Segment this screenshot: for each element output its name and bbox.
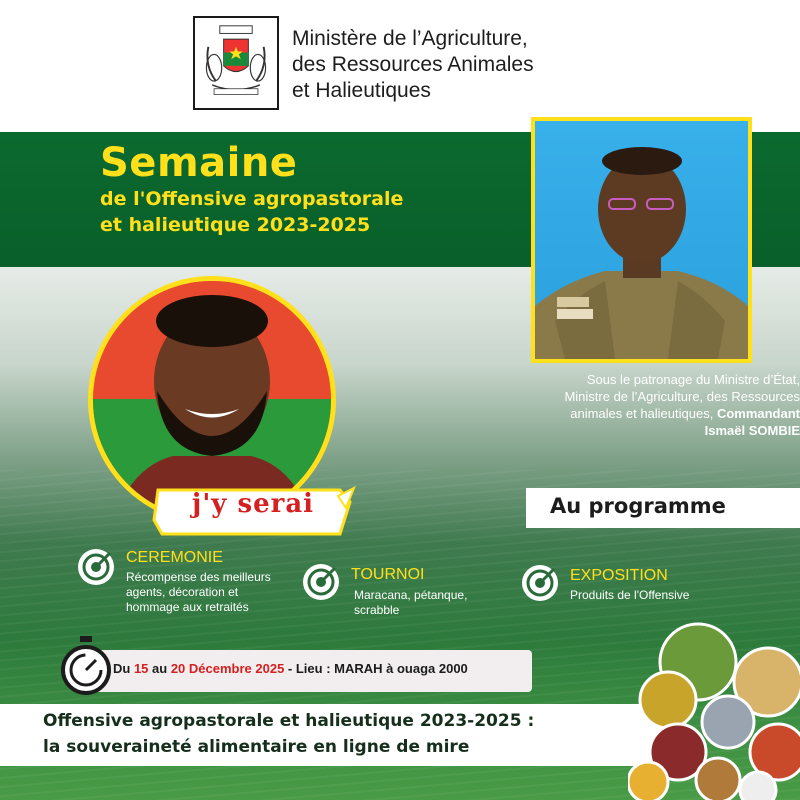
corn-icon xyxy=(640,672,696,728)
event-date-location xyxy=(113,661,468,676)
target-icon xyxy=(301,562,341,602)
activity-tournoi-desc xyxy=(354,588,467,618)
activity-exposition-title: EXPOSITION xyxy=(570,567,668,584)
target-icon xyxy=(76,547,116,587)
activity-exposition-desc xyxy=(570,588,689,603)
event-title: Semaine xyxy=(100,140,298,186)
eggs-icon xyxy=(740,772,776,800)
mango-icon xyxy=(628,762,668,800)
minister-photo xyxy=(531,117,752,363)
caption-line-2: Ministre de l’Agriculture, des Ressources xyxy=(564,389,800,404)
ceremonie-desc-line-1: Récompense des meilleurs xyxy=(126,570,271,584)
ministry-line-3: et Halieutiques xyxy=(292,79,431,102)
activity-tournoi-title: TOURNOI xyxy=(351,566,425,583)
ceremonie-desc-line-3: hommage aux retraités xyxy=(126,600,249,614)
caption-minister-name: Ismaël SOMBIE xyxy=(704,423,800,438)
subtitle-line-1: de l'Offensive agropastorale xyxy=(100,188,404,210)
activity-ceremonie-title: CEREMONIE xyxy=(126,549,223,566)
ministry-line-2: des Ressources Animales xyxy=(292,53,534,76)
caption-rank: Commandant xyxy=(716,406,800,421)
event-subtitle xyxy=(100,186,403,238)
date-location: - Lieu : MARAH à ouaga 2000 xyxy=(284,661,468,676)
coat-of-arms-icon xyxy=(193,16,279,110)
date-end: 20 Décembre 2025 xyxy=(170,661,285,676)
subtitle-line-2: et halieutique 2023-2025 xyxy=(100,214,371,236)
caption-line-3 xyxy=(480,405,800,422)
caption-line-4 xyxy=(480,422,800,439)
tournoi-desc-line-1: Maracana, pétanque, xyxy=(354,588,468,602)
stopwatch-icon xyxy=(58,634,114,696)
caption-line-3-text: animales et halieutiques, xyxy=(570,406,717,421)
exposition-desc-line-1: Produits de l'Offensive xyxy=(570,588,690,602)
programme-heading xyxy=(526,488,800,528)
fish-icon xyxy=(702,696,754,748)
programme-label: Au programme xyxy=(550,494,726,518)
beans-icon xyxy=(696,758,740,800)
date-start: 15 xyxy=(133,661,149,676)
tournoi-desc-line-2: scrabble xyxy=(354,603,400,617)
footer-line-2: la souveraineté alimentaire en ligne de mire xyxy=(43,737,470,757)
ceremonie-desc-line-2: agents, décoration et xyxy=(126,585,239,599)
target-icon xyxy=(520,563,560,603)
caption-line-1: Sous le patronage du Ministre d’État, xyxy=(586,372,800,387)
ministry-name xyxy=(292,26,534,104)
jyserai-label: j'y serai xyxy=(191,489,315,519)
produce-collage xyxy=(628,622,800,800)
footer-line-1: Offensive agropastorale et halieutique 2023-2025 : xyxy=(43,711,535,731)
ministry-line-1: Ministère de l’Agriculture, xyxy=(292,27,528,50)
date-middle: au xyxy=(148,661,171,676)
patronage-caption xyxy=(480,371,800,439)
portrait-figure xyxy=(93,281,331,519)
minister-figure xyxy=(535,121,748,359)
activity-ceremonie-desc xyxy=(126,570,271,615)
date-prefix: Du xyxy=(113,661,134,676)
